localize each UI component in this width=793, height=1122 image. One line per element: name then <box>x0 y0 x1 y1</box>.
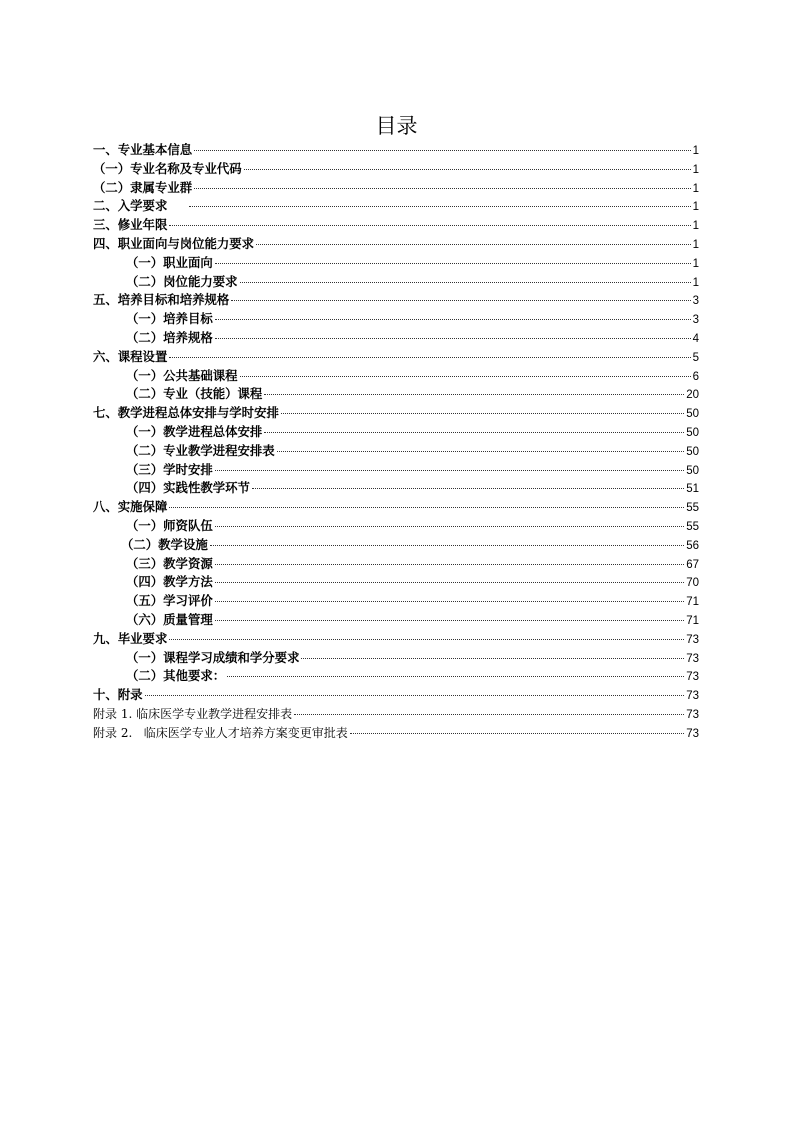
toc-entry[interactable] <box>93 404 699 423</box>
toc-dot-leader <box>169 639 684 640</box>
toc-dot-leader <box>240 282 691 283</box>
toc-entry-label: （一）公共基础课程 <box>126 367 238 383</box>
toc-entry-label: 十、附录 <box>93 687 143 703</box>
toc-page-number: 1 <box>692 238 699 251</box>
toc-dot-leader <box>215 582 684 583</box>
toc-page-number: 73 <box>686 633 699 646</box>
toc-dot-leader <box>215 601 684 602</box>
toc-dot-leader <box>215 263 691 264</box>
toc-page-number: 1 <box>692 220 699 233</box>
toc-entry[interactable] <box>93 385 699 404</box>
toc-dot-leader <box>169 357 690 358</box>
toc-entry[interactable] <box>93 160 699 179</box>
toc-page-number: 6 <box>692 370 699 383</box>
toc-page-number: 73 <box>686 727 699 740</box>
toc-dot-leader <box>277 451 685 452</box>
toc-entry-label: （二）培养规格 <box>126 329 213 345</box>
toc-dot-leader <box>210 545 684 546</box>
toc-entry[interactable] <box>93 649 699 668</box>
toc-entry-label: （三）教学资源 <box>126 555 213 571</box>
toc-entry-label: （一）师资队伍 <box>126 517 213 533</box>
toc-entry-label: 一、专业基本信息 <box>93 142 193 157</box>
toc-page-number: 1 <box>692 182 699 195</box>
toc-entry-label: 附录 1. 临床医学专业教学进程安排表 <box>93 706 293 721</box>
toc-entry-label: 九、毕业要求 <box>93 630 168 646</box>
toc-entry-label: （二）岗位能力要求 <box>126 273 238 289</box>
toc-entry-label: 二、入学要求 <box>93 198 168 214</box>
toc-dot-leader <box>215 338 691 339</box>
toc-entry[interactable] <box>93 216 699 235</box>
toc-entry[interactable] <box>93 273 699 292</box>
toc-entry[interactable] <box>93 479 699 498</box>
toc-entry[interactable] <box>93 517 699 536</box>
table-of-contents <box>93 141 699 743</box>
toc-dot-leader <box>215 470 684 471</box>
toc-page-number: 70 <box>686 577 699 590</box>
toc-dot-leader <box>215 526 684 527</box>
toc-entry[interactable] <box>93 329 699 348</box>
toc-page-number: 3 <box>692 314 699 327</box>
toc-page-number: 71 <box>686 614 699 627</box>
toc-entry[interactable] <box>93 179 699 198</box>
toc-dot-leader <box>215 564 684 565</box>
page-title: 目录 <box>375 114 418 138</box>
toc-entry[interactable] <box>93 367 699 386</box>
toc-entry-label: （二）专业（技能）课程 <box>126 386 263 402</box>
toc-entry[interactable] <box>93 423 699 442</box>
toc-page-number: 55 <box>686 502 699 515</box>
toc-entry-label: （二）专业教学进程安排表 <box>126 442 275 458</box>
toc-page-number: 50 <box>686 426 699 439</box>
toc-entry[interactable] <box>93 235 699 254</box>
toc-dot-leader <box>264 394 684 395</box>
toc-entry[interactable] <box>93 291 699 310</box>
toc-dot-leader <box>215 620 684 621</box>
toc-dot-leader <box>301 658 684 659</box>
toc-entry-label: 附录 2. 临床医学专业人才培养方案变更审批表 <box>93 725 348 740</box>
toc-entry-label: （一）培养目标 <box>126 311 213 327</box>
toc-dot-leader <box>252 488 684 489</box>
toc-entry[interactable] <box>93 498 699 517</box>
toc-page-number: 1 <box>692 163 699 176</box>
toc-entry[interactable] <box>93 197 699 216</box>
toc-entry-label: 五、培养目标和培养规格 <box>93 292 230 308</box>
toc-page-number: 5 <box>692 351 699 364</box>
toc-page-number: 3 <box>692 295 699 308</box>
toc-page-number: 73 <box>686 690 699 703</box>
toc-dot-leader <box>240 376 691 377</box>
toc-entry-label: （四）教学方法 <box>126 574 213 590</box>
toc-entry-label: （一）职业面向 <box>126 254 213 270</box>
toc-dot-leader <box>256 244 691 245</box>
toc-entry[interactable] <box>93 686 699 705</box>
toc-dot-leader <box>215 319 691 320</box>
toc-page-number: 4 <box>692 332 699 345</box>
toc-entry[interactable] <box>93 461 699 480</box>
toc-dot-leader <box>227 676 684 677</box>
toc-entry[interactable] <box>93 611 699 630</box>
toc-entry-label: （五）学习评价 <box>126 593 213 609</box>
toc-entry-label: （一）专业名称及专业代码 <box>93 160 242 176</box>
toc-entry[interactable] <box>93 536 699 555</box>
toc-dot-leader <box>145 695 685 696</box>
toc-entry-label: （三）学时安排 <box>126 461 213 477</box>
toc-entry-label: 七、教学进程总体安排与学时安排 <box>93 405 279 421</box>
toc-entry-label: （二）其他要求： <box>126 668 226 684</box>
toc-entry-label: （一）课程学习成绩和学分要求 <box>126 649 300 665</box>
toc-page-number: 1 <box>692 145 699 157</box>
toc-dot-leader <box>189 206 690 207</box>
toc-entry[interactable] <box>93 555 699 574</box>
toc-page-number: 1 <box>692 276 699 289</box>
toc-entry[interactable] <box>93 310 699 329</box>
toc-page-number: 50 <box>686 408 699 421</box>
toc-dot-leader <box>169 507 684 508</box>
toc-entry-label: 三、修业年限 <box>93 217 168 233</box>
toc-page-number: 51 <box>686 483 699 496</box>
toc-page-number: 55 <box>686 520 699 533</box>
toc-page-number: 56 <box>686 539 699 552</box>
toc-entry[interactable] <box>93 573 699 592</box>
toc-page-number: 50 <box>686 464 699 477</box>
toc-dot-leader <box>281 413 684 414</box>
toc-dot-leader <box>244 169 691 170</box>
toc-entry[interactable] <box>93 442 699 461</box>
toc-page-number: 73 <box>686 708 699 721</box>
toc-dot-leader <box>264 432 684 433</box>
toc-page-number: 73 <box>686 671 699 684</box>
toc-page-number: 73 <box>686 652 699 665</box>
toc-entry[interactable] <box>93 667 699 686</box>
toc-entry[interactable] <box>93 254 699 273</box>
toc-entry[interactable] <box>93 630 699 649</box>
toc-entry-label: 四、职业面向与岗位能力要求 <box>93 235 255 251</box>
toc-entry-label: 八、实施保障 <box>93 499 168 515</box>
toc-entry-label: 六、课程设置 <box>93 348 168 364</box>
toc-page-number: 71 <box>686 596 699 609</box>
toc-dot-leader <box>194 150 690 151</box>
toc-entry[interactable] <box>93 724 699 743</box>
toc-page-number: 20 <box>686 389 699 402</box>
toc-entry-label: （二）教学设施 <box>121 536 208 552</box>
toc-entry[interactable] <box>93 141 699 160</box>
toc-entry-label: （二）隶属专业群 <box>93 179 193 195</box>
toc-page-number: 1 <box>692 201 699 214</box>
toc-entry[interactable] <box>93 348 699 367</box>
toc-entry-label: （四）实践性教学环节 <box>126 480 250 496</box>
toc-dot-leader <box>350 733 684 734</box>
toc-dot-leader <box>294 714 684 715</box>
toc-entry-label: （六）质量管理 <box>126 611 213 627</box>
toc-dot-leader <box>194 188 690 189</box>
toc-dot-leader <box>231 300 690 301</box>
toc-page-number: 50 <box>686 445 699 458</box>
toc-entry[interactable] <box>93 592 699 611</box>
toc-page-number: 67 <box>686 558 699 571</box>
toc-dot-leader <box>169 225 690 226</box>
toc-entry-label: （一）教学进程总体安排 <box>126 423 263 439</box>
toc-entry[interactable] <box>93 705 699 724</box>
toc-page-number: 1 <box>692 257 699 270</box>
